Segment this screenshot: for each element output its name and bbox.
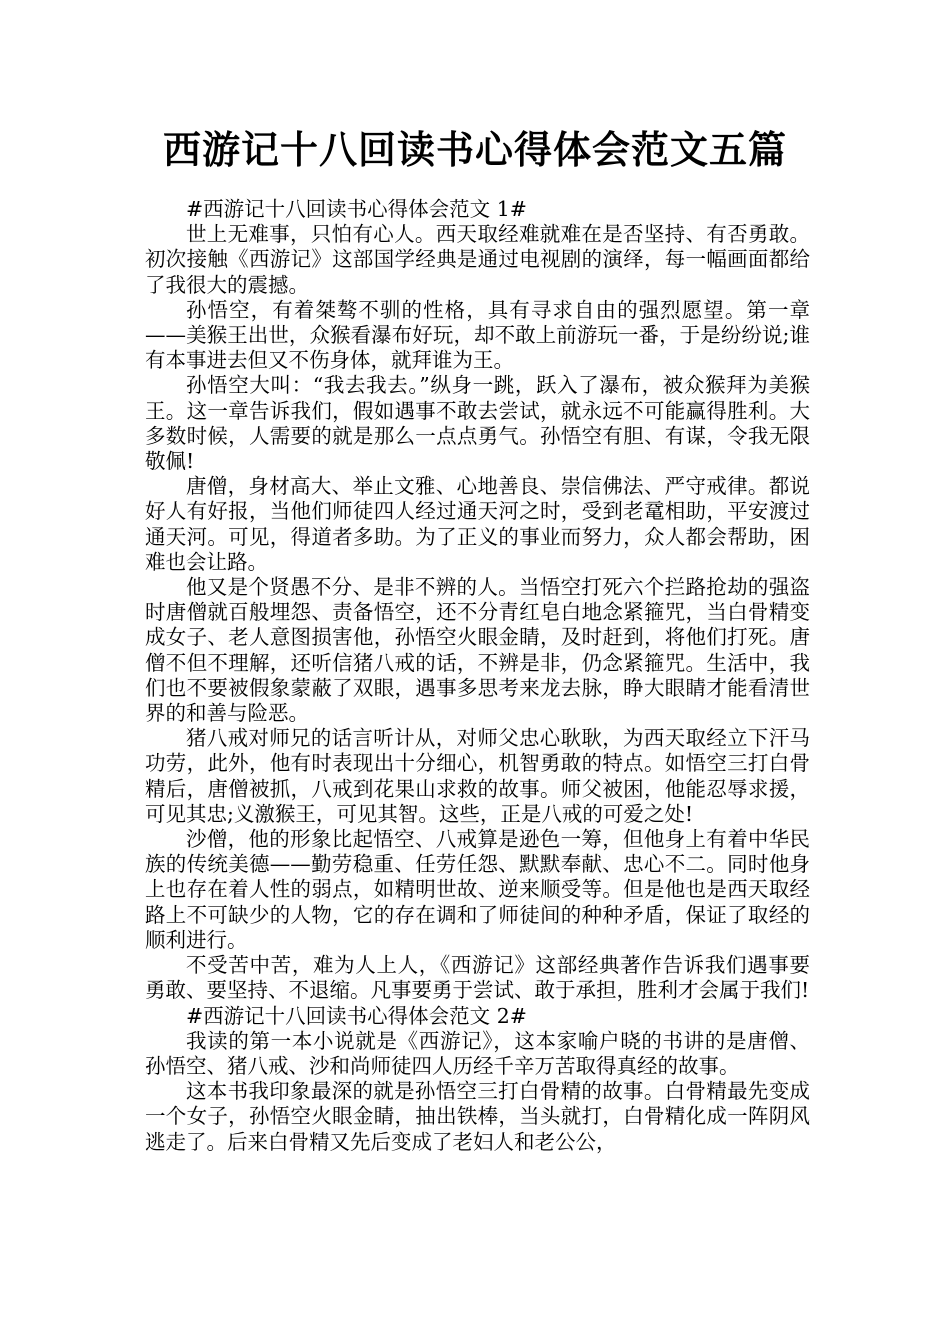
body-paragraph: 孙悟空，有着桀骜不驯的性格，具有寻求自由的强烈愿望。第一章——美猴王出世，众猴看瀑布好玩，却不敢上前游玩一番，于是纷纷说;谁有本事进去但又不伤身体，就拜谁为王。 xyxy=(145,297,810,373)
body-paragraph: 他又是个贤愚不分、是非不辨的人。当悟空打死六个拦路抢劫的强盗时唐僧就百般埋怨、责备悟空，还不分青红皂白地念紧箍咒，当白骨精变成女子、老人意图损害他，孙悟空火眼金睛，及时赶到，将他们打死。唐僧不但不理解，还听信猪八戒的话，不辨是非，仍念紧箍咒。生活中，我们也不要被假象蒙蔽了双眼，遇事多思考来龙去脉，睁大眼睛才能看清世界的和善与险恶。 xyxy=(145,575,810,726)
body-paragraph: 猪八戒对师兄的话言听计从，对师父忠心耿耿，为西天取经立下汗马功劳，此外，他有时表现出十分细心，机智勇敢的特点。如悟空三打白骨精后，唐僧被抓，八戒到花果山求救的故事。师父被困，他能忍辱求援，可见其忠;义激猴王，可见其智。这些，正是八戒的可爱之处! xyxy=(145,726,810,826)
body-paragraph: 这本书我印象最深的就是孙悟空三打白骨精的故事。白骨精最先变成一个女子，孙悟空火眼金睛，抽出铁棒，当头就打，白骨精化成一阵阴风逃走了。后来白骨精又先后变成了老妇人和老公公， xyxy=(145,1079,810,1154)
section-heading: #西游记十八回读书心得体会范文 1# xyxy=(186,197,527,221)
body-paragraph: 不受苦中苦，难为人上人，《西游记》这部经典著作告诉我们遇事要勇敢、要坚持、不退缩。凡事要勇于尝试、敢于承担，胜利才会属于我们! xyxy=(145,953,810,1003)
section-heading: #西游记十八回读书心得体会范文 2# xyxy=(186,1003,527,1028)
body-paragraph: 沙僧，他的形象比起悟空、八戒算是逊色一筹，但他身上有着中华民族的传统美德——勤劳稳重、任劳任怨、默默奉献、忠心不二。同时他身上也存在着人性的弱点，如精明世故、逆来顺受等。但是他也是西天取经路上不可缺少的人物，它的存在调和了师徒间的种种矛盾，保证了取经的顺利进行。 xyxy=(145,827,810,952)
body-paragraph: 我读的第一本小说就是《西游记》，这本家喻户晓的书讲的是唐僧、孙悟空、猪八戒、沙和尚师徒四人历经千辛万苦取得真经的故事。 xyxy=(145,1028,810,1078)
body-paragraph: 世上无难事，只怕有心人。西天取经难就难在是否坚持、有否勇敢。初次接触《西游记》这部国学经典是通过电视剧的演绎，每一幅画面都给了我很大的震撼。 xyxy=(145,222,810,297)
body-paragraph: 唐僧，身材高大、举止文雅、心地善良、崇信佛法、严守戒律。都说好人有好报，当他们师徒四人经过通天河之时，受到老鼋相助，平安渡过通天河。可见，得道者多助。为了正义的事业而努力，众人都会帮助，困难也会让路。 xyxy=(145,474,810,574)
document-title: 西游记十八回读书心得体会范文五篇 xyxy=(162,128,787,172)
document-body xyxy=(145,197,810,1155)
body-paragraph: 孙悟空大叫：“我去我去。”纵身一跳，跃入了瀑布，被众猴拜为美猴王。这一章告诉我们，假如遇事不敢去尝试，就永远不可能赢得胜利。大多数时候，人需要的就是那么一点点勇气。孙悟空有胆、有谋，令我无限敬佩! xyxy=(145,373,810,474)
